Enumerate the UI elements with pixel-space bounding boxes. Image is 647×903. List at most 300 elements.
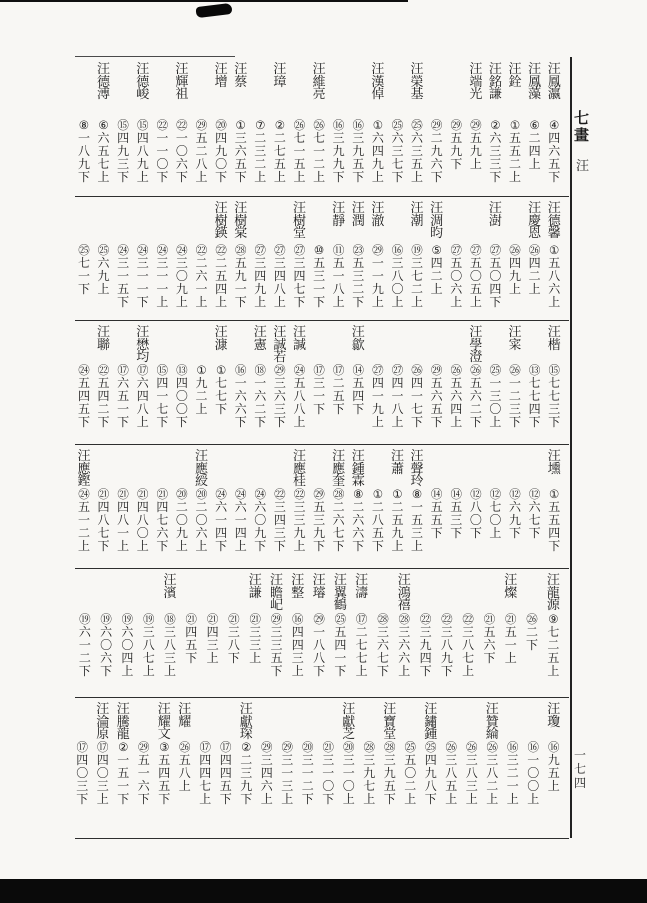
volume-circle-number: ㉗	[293, 243, 306, 257]
volume-page-reference: ⑫ 六 九 下	[509, 487, 522, 540]
volume-circle-number: ⑧	[411, 487, 423, 501]
volume-circle-number: ㉘	[363, 740, 375, 754]
index-entry-column	[466, 444, 486, 540]
index-entry-column	[544, 697, 565, 793]
person-name: 汪 德 峻	[136, 62, 150, 103]
volume-page-reference: ㉕ 六 三 五 上	[411, 118, 424, 184]
person-name: 汪 謙	[248, 573, 262, 601]
volume-circle-number: ㉑	[136, 487, 149, 501]
volume-page-reference: ㉖ 三 八 二 上	[486, 740, 499, 806]
index-entry-column	[251, 320, 271, 429]
volume-circle-number: ⑰	[199, 740, 211, 754]
volume-page-reference: ㉘ 五 九 一 下	[234, 243, 247, 309]
volume-page-reference: ㉘ 三 九 七 上	[363, 740, 376, 806]
index-entry-column	[236, 697, 257, 806]
volume-page-reference: ㉖ 三 八 五 上	[445, 740, 458, 806]
volume-page-reference: ⑮ 四 九 三 下	[117, 118, 130, 184]
entry-columns	[72, 320, 564, 444]
index-entry-column	[388, 57, 408, 184]
volume-page-reference: ① 五 八 六 上	[548, 243, 561, 309]
volume-page-reference: ⑪ 五 一 八 上	[332, 243, 345, 309]
person-name: 汪 銓	[508, 62, 522, 90]
volume-circle-number: ⑫	[528, 487, 541, 501]
index-entry-column	[329, 444, 349, 553]
volume-page-reference: ⑫ 六 七 下	[528, 487, 541, 540]
volume-page-reference: ⑲ 六 一 二 下	[78, 612, 91, 678]
index-entry-column	[521, 568, 542, 652]
volume-page-reference: ㉖ 二 下	[526, 612, 539, 652]
person-name: 汪 增	[214, 62, 228, 90]
volume-page-reference: ㉘ 三 六 六 上	[398, 612, 411, 678]
person-name: 汪 樹 棠	[234, 201, 248, 242]
volume-page-reference: ⑮ 四 一 七 下	[156, 363, 169, 429]
volume-circle-number: ②	[241, 740, 252, 754]
volume-page-reference: ㉖ 四 九 上	[509, 243, 522, 296]
index-entry-column	[231, 444, 251, 553]
index-entry-column	[329, 57, 349, 184]
row-divider	[75, 320, 569, 321]
index-entry-column	[339, 697, 360, 806]
volume-page-reference: ㉔ 三 一 五 下	[117, 243, 130, 309]
volume-page-reference: ㉔ 六 一 四 下	[215, 487, 228, 553]
volume-page-reference: ㉑ 五 一 上	[504, 612, 517, 665]
volume-circle-number: ⑯	[506, 740, 519, 754]
index-entry-column	[427, 320, 447, 429]
volume-circle-number: ⑱	[164, 612, 176, 626]
index-entry-column	[407, 320, 427, 429]
person-name: 汪 鴻 禧	[397, 573, 411, 614]
volume-circle-number: ⑰	[355, 612, 368, 626]
person-name: 汪 蔡	[234, 62, 248, 90]
volume-page-reference: ⑯ 三 九 五 下	[352, 118, 365, 184]
scan-artifact-top-line	[0, 0, 408, 2]
volume-page-reference: ㉔ 三 一 一 下	[136, 243, 149, 309]
person-name: 汪 歙	[351, 325, 365, 353]
volume-page-reference: ㉘ 三 六 七 下	[376, 612, 389, 678]
index-entry-column	[466, 196, 486, 309]
index-entry-column	[348, 444, 368, 553]
index-entry-column	[436, 568, 457, 678]
person-name: 汪 璿	[312, 573, 326, 601]
index-entry-column	[113, 697, 134, 806]
volume-circle-number: ㉕	[424, 740, 437, 754]
person-name: 汪 壎	[547, 449, 561, 477]
volume-page-reference: ① 三 六 五 下	[234, 118, 247, 184]
index-entry-column	[351, 568, 372, 678]
volume-circle-number: ⑲	[411, 243, 423, 257]
index-entry-column	[175, 697, 196, 793]
index-entry-column	[172, 196, 192, 309]
index-entry-column	[388, 320, 408, 429]
volume-page-reference: ① 七 七 下	[215, 363, 228, 416]
index-entry-column	[290, 57, 310, 184]
person-name: 汪 贊 綸	[485, 702, 499, 743]
volume-page-reference: ㉑ 五 六 下	[483, 612, 496, 665]
volume-page-reference: ⑫ 七 〇 上	[489, 487, 502, 540]
volume-page-reference: ㉙ 一 一 九 上	[371, 243, 384, 309]
volume-circle-number: ㉘	[332, 487, 345, 501]
index-entry-column	[133, 196, 153, 309]
volume-page-reference: ㉒ 三 八 九 下	[440, 612, 453, 678]
volume-circle-number: ⑰	[332, 363, 345, 377]
entry-columns	[72, 444, 564, 568]
person-name: 汪 端 光	[469, 62, 483, 103]
person-name: 汪 濱	[163, 573, 177, 601]
index-entry-column	[309, 57, 329, 184]
volume-page-reference: ⑳ 四 九 〇 下	[215, 118, 228, 184]
person-name: 汪 樹 堂	[292, 201, 306, 242]
index-entry-column	[309, 196, 329, 309]
row-divider	[75, 697, 569, 698]
volume-page-reference: ② 一 五 一 下	[117, 740, 130, 806]
volume-circle-number: ㉙	[450, 118, 462, 132]
person-name: 汪 澍	[488, 201, 502, 229]
volume-circle-number: ⑯	[292, 612, 304, 626]
volume-page-reference: ⑱ 一 六 二 下	[254, 363, 267, 429]
volume-page-reference: ㉙ 五 九 上	[469, 118, 482, 171]
index-entry-column	[216, 697, 237, 806]
person-name: 汪 諴	[292, 325, 306, 353]
volume-page-reference: ㉖ 四 一 七 下	[411, 363, 424, 429]
index-entry-column	[113, 57, 133, 184]
volume-circle-number: ⑲	[142, 612, 155, 626]
person-name: 汪 輝 祖	[175, 62, 189, 103]
volume-page-reference: ㉖ 五 六 二 下	[469, 363, 482, 429]
volume-circle-number: ㉗	[274, 243, 286, 257]
index-entry-column	[329, 320, 349, 416]
volume-circle-number: ①	[509, 118, 521, 132]
volume-circle-number: ㉑	[322, 740, 334, 754]
index-entry-column	[309, 320, 329, 416]
volume-circle-number: ㉔	[176, 243, 188, 257]
index-entry-column	[94, 57, 114, 184]
person-name: 汪 龍 源	[546, 573, 560, 614]
volume-circle-number: ㉖	[528, 243, 541, 257]
index-row-band	[72, 568, 564, 697]
volume-page-reference: ㉖ 四 二 上	[528, 243, 541, 296]
volume-circle-number: ⑳	[301, 740, 314, 754]
index-entry-column	[368, 320, 388, 429]
volume-circle-number: ⑯	[332, 118, 345, 132]
index-entry-column	[525, 57, 545, 171]
index-entry-column	[211, 196, 231, 309]
person-name: 汪 澈	[371, 201, 385, 229]
person-name: 汪 聯	[97, 325, 111, 353]
index-entry-column	[223, 568, 244, 665]
volume-page-reference: ㉙ 五 二 八 上	[195, 118, 208, 184]
index-entry-column	[270, 444, 290, 553]
person-name: 汪 漢 倬	[371, 62, 385, 103]
volume-page-reference: ③ 五 四 五 下	[158, 740, 171, 806]
volume-page-reference: ㉘ 三 九 五 下	[383, 740, 396, 806]
volume-circle-number: ㉑	[185, 612, 198, 626]
volume-page-reference: ① 六 四 九 上	[371, 118, 384, 184]
index-entry-column	[427, 57, 447, 184]
volume-page-reference: ㉙ 三 一 三 上	[281, 740, 294, 806]
volume-page-reference: ② 二 三 九 下	[240, 740, 253, 806]
volume-page-reference: ㉙ 三 三 五 下	[270, 612, 283, 678]
volume-circle-number: ㉔	[293, 363, 306, 377]
volume-circle-number: ㉒	[176, 118, 188, 132]
volume-circle-number: ㉑	[505, 612, 517, 626]
volume-circle-number: ⑮	[156, 363, 169, 377]
volume-circle-number: ㉗	[450, 243, 462, 257]
volume-page-reference: ⑭ 五 五 下	[430, 487, 443, 540]
volume-page-reference: ⑯ 四 四 三 上	[291, 612, 304, 678]
volume-circle-number: ㉖	[178, 740, 191, 754]
entry-columns	[72, 196, 564, 320]
volume-page-reference: ① 五 五 四 下	[548, 487, 561, 553]
volume-page-reference: ㉒ 三 九 四 下	[419, 612, 432, 678]
index-entry-column	[133, 320, 153, 429]
volume-page-reference: ㉗ 三 四 八 上	[273, 243, 286, 309]
volume-page-reference: ㉑ 三 八 下	[227, 612, 240, 665]
volume-page-reference: ㉒ 三 三 九 上	[293, 487, 306, 553]
person-name: 汪 獻 芝	[342, 702, 356, 743]
person-name: 汪 應 鏗	[77, 449, 91, 490]
volume-page-reference: ① 二 五 九 上	[391, 487, 404, 553]
volume-page-reference: ⑨ 七 二 五 上	[547, 612, 560, 678]
volume-page-reference: ㉗ 三 四 九 上	[254, 243, 267, 309]
volume-page-reference: ⑬ 四 〇 〇 下	[175, 363, 188, 429]
person-name: 汪 懋 均	[136, 325, 150, 366]
volume-page-reference: ㉑ 四 七 六 下	[156, 487, 169, 553]
index-row-band	[72, 697, 564, 838]
volume-page-reference: ㉔ 六 〇 九 下	[254, 487, 267, 553]
person-name: 汪 翼 鶴	[333, 573, 347, 614]
index-entry-column	[318, 697, 339, 806]
index-entry-column	[505, 320, 525, 429]
volume-page-reference: ⑯ 三 二 一 上	[506, 740, 519, 806]
person-name: 汪 德 溥	[97, 62, 111, 103]
volume-page-reference: ⑳ 二 〇 六 上	[195, 487, 208, 553]
volume-circle-number: ①	[549, 243, 560, 257]
volume-page-reference: ⑰ 二 七 七 上	[355, 612, 368, 678]
volume-page-reference: ⑰ 四 四 五 下	[219, 740, 232, 806]
volume-page-reference: ⑮ 七 七 三 下	[548, 363, 561, 429]
person-name: 汪 德 馨	[547, 201, 561, 242]
index-entry-column	[231, 320, 251, 429]
index-entry-column	[159, 568, 180, 678]
row-divider	[75, 444, 569, 445]
index-entry-column	[94, 444, 114, 553]
volume-page-reference: ㉗ 四 一 八 上	[391, 363, 404, 429]
person-name: 汪 璋	[273, 62, 287, 90]
volume-circle-number: ⑲	[79, 612, 91, 626]
index-entry-column	[74, 57, 94, 184]
volume-circle-number: ⑲	[100, 612, 112, 626]
volume-page-reference: ⑬ 七 七 四 下	[528, 363, 541, 429]
volume-circle-number: ⑮	[117, 118, 129, 132]
index-entry-column	[458, 568, 479, 678]
index-entry-column	[270, 196, 290, 309]
index-entry-column	[195, 697, 216, 806]
index-entry-column	[172, 320, 192, 429]
volume-circle-number: ㉘	[398, 612, 411, 626]
index-entry-column	[172, 444, 192, 553]
volume-circle-number: ⑰	[313, 363, 325, 377]
volume-circle-number: ③	[159, 740, 170, 754]
volume-circle-number: ㉘	[234, 243, 247, 257]
volume-circle-number: ㉖	[450, 363, 462, 377]
index-entry-column	[330, 568, 351, 678]
person-name: 汪 樹 鍈	[214, 201, 228, 242]
volume-circle-number: ①	[196, 363, 207, 377]
page-number: 一 七 四	[574, 748, 587, 790]
index-entry-column	[113, 444, 133, 553]
volume-page-reference: ⑰ 二 五 下	[332, 363, 345, 416]
person-name: 汪 維 亮	[312, 62, 326, 103]
volume-circle-number: ⑳	[195, 487, 208, 501]
volume-circle-number: ㉔	[78, 487, 90, 501]
index-entry-column	[113, 196, 133, 309]
volume-circle-number: ㉒	[462, 612, 474, 626]
volume-circle-number: ㉙	[195, 118, 208, 132]
person-name: 汪 楷	[547, 325, 561, 353]
index-entry-column	[153, 320, 173, 429]
volume-circle-number: ④	[549, 118, 560, 132]
volume-page-reference: ㉖ 三 八 三 上	[465, 740, 478, 806]
volume-page-reference: ⑲ 三 七 二 上	[411, 243, 424, 309]
index-entry-column	[270, 57, 290, 184]
volume-circle-number: ⑳	[342, 740, 355, 754]
volume-page-reference: ⑰ 四 〇 三 上	[96, 740, 109, 806]
index-entry-column	[446, 196, 466, 309]
volume-page-reference: ㉑ 三 三 上	[249, 612, 262, 665]
volume-circle-number: ㉔	[136, 243, 149, 257]
volume-circle-number: ㉑	[117, 487, 129, 501]
volume-circle-number: ㉗	[254, 243, 267, 257]
volume-circle-number: ㉙	[270, 612, 283, 626]
volume-circle-number: ㉒	[293, 487, 306, 501]
volume-page-reference: ⑲ 三 八 七 上	[142, 612, 155, 678]
index-row-band	[72, 196, 564, 320]
volume-circle-number: ㉒	[441, 612, 453, 626]
index-entry-column	[380, 697, 401, 806]
index-entry-column	[446, 57, 466, 171]
index-entry-column	[394, 568, 415, 678]
row-divider	[75, 568, 569, 569]
entry-columns	[72, 57, 564, 196]
volume-page-reference: ㉔ 六 一 四 上	[234, 487, 247, 553]
index-entry-column	[446, 444, 466, 540]
person-name: 汪 燦	[504, 573, 518, 601]
volume-page-reference: ⑱ 三 八 三 上	[164, 612, 177, 678]
volume-page-reference: ⑰ 四 四 七 上	[199, 740, 212, 806]
index-entry-column	[133, 444, 153, 553]
volume-circle-number: ㉙	[260, 740, 273, 754]
volume-circle-number: ㉖	[445, 740, 457, 754]
volume-page-reference: ⑯ 三 八 〇 上	[391, 243, 404, 309]
volume-circle-number: ㉑	[483, 612, 496, 626]
volume-circle-number: ⑪	[332, 243, 345, 257]
volume-page-reference: ㉙ 三 六 三 下	[273, 363, 286, 429]
volume-circle-number: ㉔	[254, 487, 267, 501]
person-name: 汪 蕭	[390, 449, 404, 477]
index-entry-column	[287, 568, 308, 678]
volume-page-reference: ㉑ 四 八 一 上	[117, 487, 130, 553]
person-name: 汪 鏽 鍾	[424, 702, 438, 743]
index-entry-column	[290, 320, 310, 429]
index-entry-column	[368, 57, 388, 184]
volume-circle-number: ⑭	[430, 487, 443, 501]
person-name: 汪 寀	[508, 325, 522, 353]
index-entry-column	[486, 196, 506, 309]
volume-page-reference: ⑰ 六 四 八 上	[136, 363, 149, 429]
volume-circle-number: ㉖	[486, 740, 498, 754]
volume-circle-number: ㉔	[117, 243, 129, 257]
volume-page-reference: ㉒ 三 八 七 上	[462, 612, 475, 678]
volume-circle-number: ㉖	[465, 740, 478, 754]
volume-circle-number: ㉑	[249, 612, 261, 626]
person-name: 汪 瞻 屺	[269, 573, 283, 614]
entry-columns	[72, 697, 564, 838]
volume-circle-number: ㉑	[156, 487, 169, 501]
index-entry-column	[251, 57, 271, 184]
volume-circle-number: ①	[549, 487, 560, 501]
volume-page-reference: ⑧ 二 六 六 下	[352, 487, 365, 553]
volume-page-reference: ⑲ 六 〇 四 上	[121, 612, 134, 678]
volume-page-reference: ㉕ 四 九 八 下	[424, 740, 437, 806]
volume-circle-number: ⑯	[527, 740, 539, 754]
volume-page-reference: ㉙ 二 九 六 下	[430, 118, 443, 184]
volume-circle-number: ㉕	[411, 118, 423, 132]
index-entry-column	[525, 320, 545, 429]
volume-circle-number: ⑫	[509, 487, 521, 501]
volume-page-reference: ⑳ 三 一 〇 上	[342, 740, 355, 806]
index-entry-column	[407, 57, 427, 184]
volume-page-reference: ㉑ 四 八 七 下	[97, 487, 110, 553]
index-entry-column	[427, 196, 447, 296]
index-entry-column	[245, 568, 266, 665]
index-entry-column	[93, 697, 114, 806]
volume-circle-number: ㉖	[509, 243, 521, 257]
volume-page-reference: ㉕ 六 九 上	[97, 243, 110, 296]
index-entry-column	[138, 568, 159, 678]
entry-columns	[72, 568, 564, 697]
volume-circle-number: ㉔	[78, 363, 90, 377]
volume-circle-number: ②	[274, 118, 286, 132]
volume-circle-number: ⑬	[176, 363, 188, 377]
volume-circle-number: ⑯	[234, 363, 247, 377]
person-name: 汪 應 綬	[195, 449, 209, 490]
person-name: 汪 潮	[410, 201, 424, 229]
index-entry-column	[192, 196, 212, 309]
volume-circle-number: ㉕	[97, 243, 110, 257]
volume-circle-number: ㉖	[411, 363, 423, 377]
person-name: 汪 學 澄	[469, 325, 483, 366]
volume-page-reference: ㉖ 七 一 二 上	[313, 118, 326, 184]
volume-circle-number: ㉕	[78, 243, 90, 257]
volume-page-reference: ㉔ 五 一 二 上	[77, 487, 90, 553]
volume-circle-number: ⑮	[136, 118, 149, 132]
volume-page-reference: ⑥ 六 五 七 上	[97, 118, 110, 184]
volume-page-reference: ① 二 八 五 下	[371, 487, 384, 553]
person-name: 汪 鳳 瀛	[547, 62, 561, 103]
volume-circle-number: ①	[372, 487, 383, 501]
index-entry-column	[154, 697, 175, 806]
volume-circle-number: ㉒	[215, 243, 227, 257]
volume-circle-number: ⑥	[529, 118, 540, 132]
volume-circle-number: ㉘	[377, 612, 389, 626]
index-entry-column	[211, 57, 231, 184]
index-entry-column	[74, 568, 95, 678]
person-name: 汪 鍾 霖	[351, 449, 365, 490]
volume-page-reference: ㉙ 五 一 六 下	[137, 740, 150, 806]
person-name: 汪 淍 昀	[430, 201, 444, 242]
volume-page-reference: ㉕ 六 三 七 下	[391, 118, 404, 184]
volume-page-reference: ㉔ 三 〇 九 上	[175, 243, 188, 309]
